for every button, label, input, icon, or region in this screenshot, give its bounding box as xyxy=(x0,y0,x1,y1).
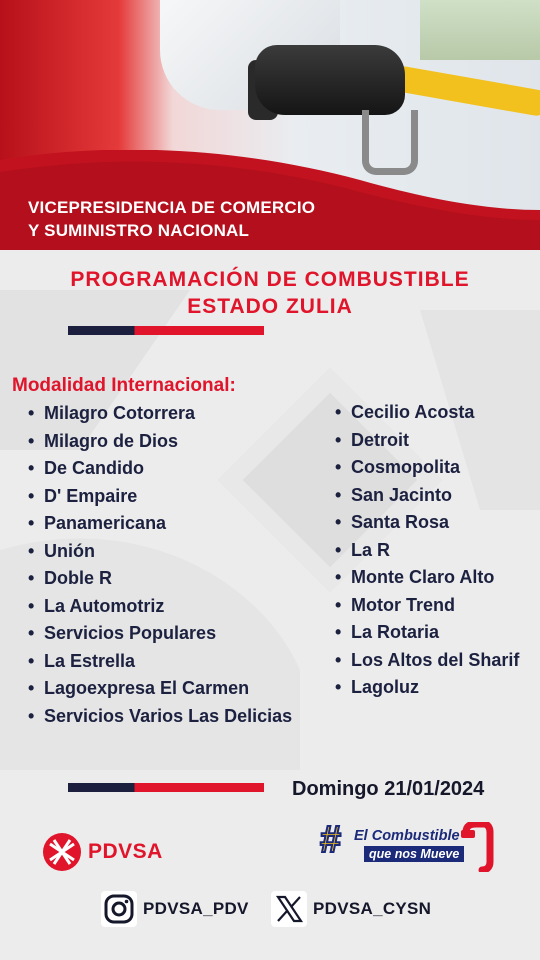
campaign-line-2a: que nos xyxy=(369,847,421,861)
list-item: • La Automotriz xyxy=(28,593,292,621)
campaign-line-2b: Mueve xyxy=(420,847,460,861)
header-line-2: Y SUMINISTRO NACIONAL xyxy=(28,221,250,240)
page-title-line-2: ESTADO ZULIA xyxy=(187,295,353,318)
list-item: • Panamericana xyxy=(28,510,292,538)
list-item: • De Candido xyxy=(28,455,292,483)
list-item: • Cosmopolita xyxy=(335,454,519,482)
campaign-logo xyxy=(318,818,494,874)
x-icon xyxy=(271,891,307,927)
header-line-1: VICEPRESIDENCIA DE COMERCIO xyxy=(28,198,316,217)
fuel-pump-icon xyxy=(460,822,494,872)
list-item: • Lagoluz xyxy=(335,674,519,702)
list-item: • La Rotaria xyxy=(335,619,519,647)
page-title-line-1: PROGRAMACIÓN DE COMBUSTIBLE xyxy=(70,268,470,291)
list-item: • Milagro Cotorrera xyxy=(28,400,292,428)
x-link[interactable] xyxy=(271,890,431,928)
list-item: • Milagro de Dios xyxy=(28,428,292,456)
schedule-date: Domingo 21/01/2024 xyxy=(292,778,485,800)
campaign-line-1: El Combustible xyxy=(354,828,460,844)
instagram-icon xyxy=(101,891,137,927)
list-item: • Doble R xyxy=(28,565,292,593)
list-item: • Motor Trend xyxy=(335,592,519,620)
list-item: • Monte Claro Alto xyxy=(335,564,519,592)
list-item: • D' Empaire xyxy=(28,483,292,511)
list-item: • La R xyxy=(335,537,519,565)
list-item: • La Estrella xyxy=(28,648,292,676)
divider-bar-bottom xyxy=(68,783,264,792)
list-item: • Servicios Populares xyxy=(28,620,292,648)
list-item: • Lagoexpresa El Carmen xyxy=(28,675,292,703)
list-item: • San Jacinto xyxy=(335,482,519,510)
campaign-line-2 xyxy=(364,846,464,862)
station-list-right xyxy=(335,399,519,702)
list-item: • Servicios Varios Las Delicias xyxy=(28,703,292,731)
list-item: • Detroit xyxy=(335,427,519,455)
header-title xyxy=(28,196,315,242)
pdvsa-wordmark: PDVSA xyxy=(88,840,163,863)
list-item: • Santa Rosa xyxy=(335,509,519,537)
x-handle: PDVSA_CYSN xyxy=(313,899,432,918)
instagram-handle: PDVSA_PDV xyxy=(143,899,249,918)
divider-bar-top xyxy=(68,326,264,335)
station-list-left xyxy=(28,400,292,730)
modalidad-label: Modalidad Internacional: xyxy=(12,375,236,396)
pdvsa-sun-icon xyxy=(42,832,82,872)
hashtag-icon: # xyxy=(320,819,342,861)
list-item: • Los Altos del Sharif xyxy=(335,647,519,675)
pdvsa-logo xyxy=(42,832,172,872)
list-item: • Cecilio Acosta xyxy=(335,399,519,427)
instagram-link[interactable] xyxy=(101,890,249,928)
list-item: • Unión xyxy=(28,538,292,566)
